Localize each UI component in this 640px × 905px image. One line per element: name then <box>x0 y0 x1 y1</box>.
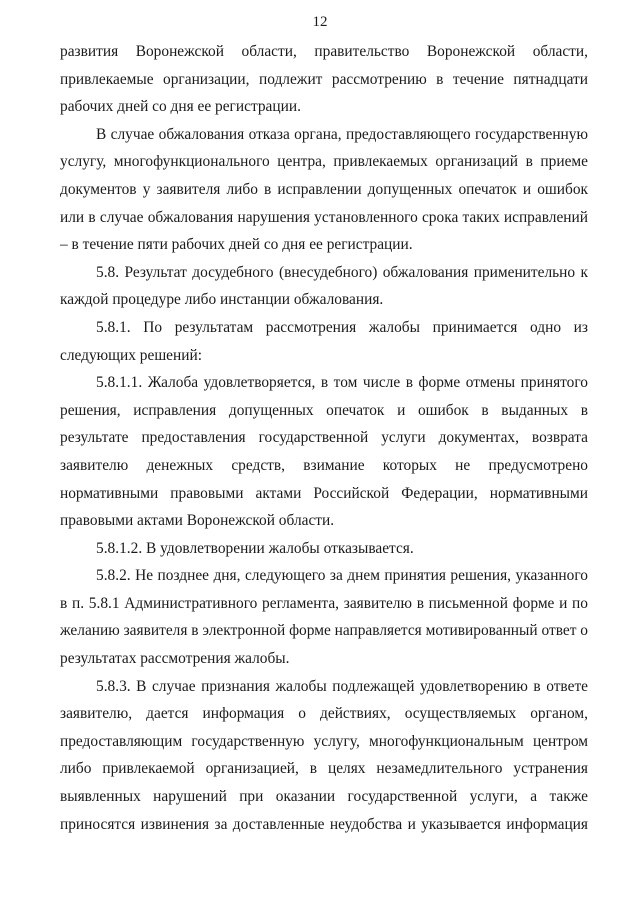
page-number: 12 <box>312 14 328 30</box>
document-body <box>60 38 588 838</box>
paragraph-continuation: развития Воронежской области, правительство Воронежской области, привлекаемые организации, подлежит рассмотрению в течение пятнадцати рабочих дней со дня ее регистрации. <box>60 43 588 116</box>
paragraph-5-8-1: 5.8.1. По результатам рассмотрения жалобы принимается одно из следующих решений: <box>60 318 588 364</box>
paragraph-5-8-1-2: 5.8.1.2. В удовлетворении жалобы отказывается. <box>96 539 414 557</box>
paragraph-5-8-1-1: 5.8.1.1. Жалоба удовлетворяется, в том числе в форме отмены принятого решения, исправления допущенных опечаток и ошибок в выданных в результате предоставления государственной услуги документах, возврата заявителю денежных средств, взимание которых не предусмотрено нормативными правовыми актами Российской Федерации, нормативными правовыми актами Воронежской области. <box>60 374 588 530</box>
paragraph-5-8-2: 5.8.2. Не позднее дня, следующего за днем принятия решения, указанного в п. 5.8.1 Административного регламента, заявителю в письменной форме и по желанию заявителя в электронной форме направляется мотивированный ответ о результатах рассмотрения жалобы. <box>60 567 588 668</box>
paragraph-appeal-refusal: В случае обжалования отказа органа, предоставляющего государственную услугу, многофункционального центра, привлекаемых организаций в приеме документов у заявителя либо в исправлении допущенных опечаток и ошибок или в случае обжалования нарушения установленного срока таких исправлений – в течение пяти рабочих дней со дня ее регистрации. <box>60 125 588 254</box>
paragraph-5-8-3: 5.8.3. В случае признания жалобы подлежащей удовлетворению в ответе заявителю, дается информация о действиях, осуществляемых органом, предоставляющим государственную услугу, многофункциональным центром либо привлекаемой организацией, в целях незамедлительного устранения выявленных нарушений при оказании государственной услуги, а также приносятся извинения за доставленные неудобства и указывается информация <box>60 677 588 833</box>
paragraph-5-8: 5.8. Результат досудебного (внесудебного) обжалования применительно к каждой процедуре либо инстанции обжалования. <box>60 263 588 309</box>
